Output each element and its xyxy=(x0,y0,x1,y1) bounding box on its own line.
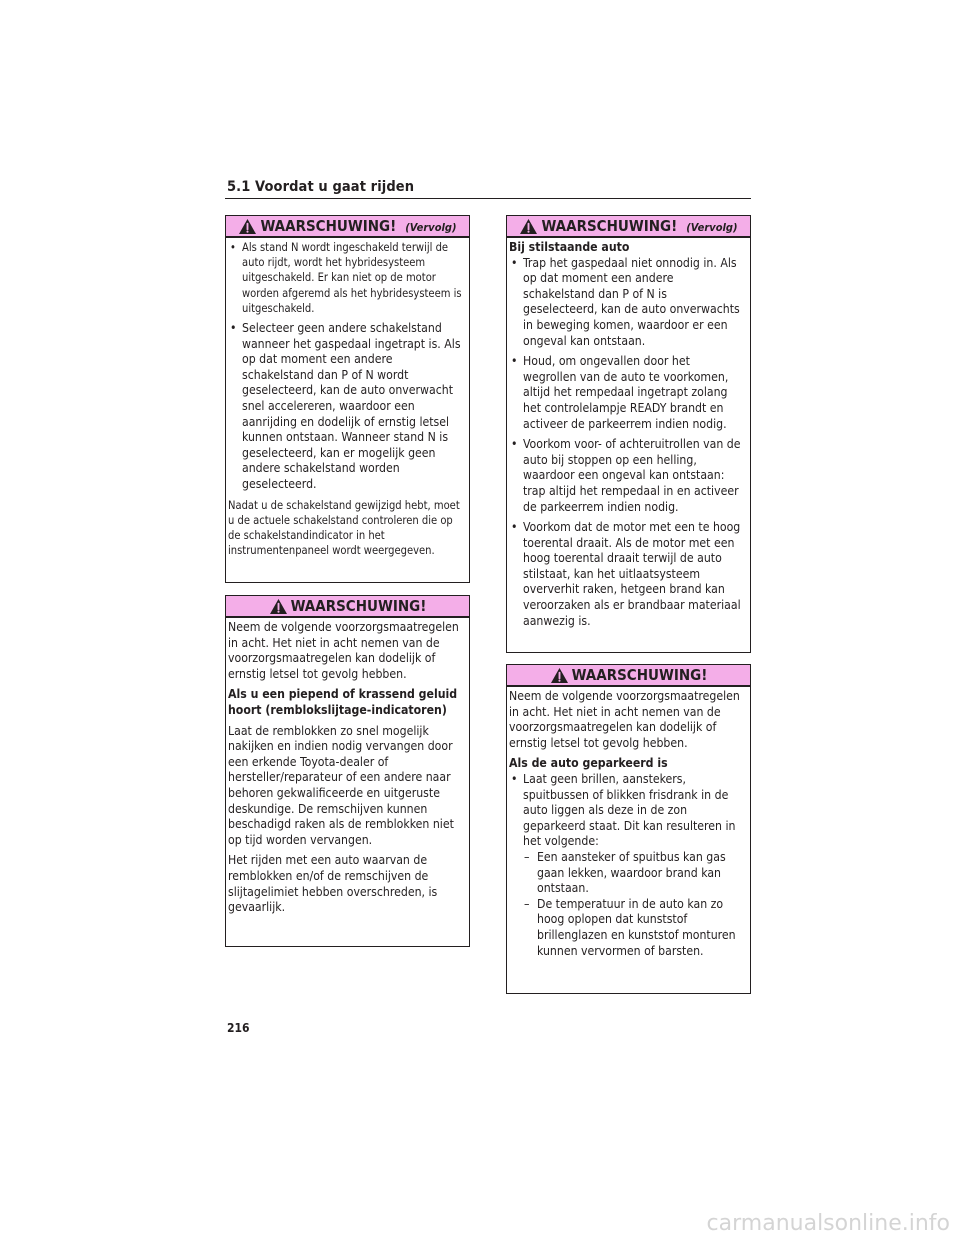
warning-title: WAARSCHUWING! xyxy=(541,217,678,235)
list-item: • Voorkom voor- of achteruitrollen van de auto bij stoppen op een helling, waardoor een ongeval kan ontstaan: trap altijd het rempedaal in en activeer de parkeerrem indien nodig. xyxy=(509,437,744,515)
list-item: • Voorkom dat de motor met een te hoog toerental draait. Als de motor met een hoog toerental draait terwijl de auto stilstaat, kan het uitlaatsysteem oververhit raken, hetgeen brand kan veroorzaken als er brandbaar materiaal aanwezig is. xyxy=(509,520,744,629)
warning-header xyxy=(507,216,750,238)
page-number: 216 xyxy=(227,1021,250,1035)
warning-header xyxy=(226,596,469,618)
watermark: carmanualsonline.info xyxy=(706,1211,950,1236)
subheading: Bij stilstaande auto xyxy=(509,240,630,254)
note-text: Nadat u de schakelstand gewijzigd hebt, moet u de actuele schakelstand controleren die op de schakelstandindicator in het instrumentenpaneel wordt weergegeven. xyxy=(228,498,460,558)
list-item: • Selecteer geen andere schakelstand wanneer het gaspedaal ingetrapt is. Als op dat moment een andere schakelstand dan P of N wordt geselecteerd, kan de auto onverwacht snel accelereren, waardoor een aanrijding en dodelijk of ernstig letsel kunnen ontstaan. Wanneer stand N is geselecteerd, kan er mogelijk geen andere schakelstand worden geselecteerd. xyxy=(228,321,463,493)
warning-header xyxy=(507,665,750,687)
list-item: • Houd, om ongevallen door het wegrollen van de auto te voorkomen, altijd het rempedaal ingetrapt zolang het controlelampje READY brandt en activeer de parkeerrem indien nodig. xyxy=(509,354,744,432)
intro-text: Neem de volgende voorzorgsmaatregelen in acht. Het niet in acht nemen van de voorzorgsmaatregelen kan dodelijk of ernstig letsel tot gevolg hebben. xyxy=(509,689,740,750)
warning-triangle-icon xyxy=(238,218,257,235)
subheading: Als u een piepend of krassend geluid hoort (remblokslijtage-indicatoren) xyxy=(228,687,458,717)
subheading: Als de auto geparkeerd is xyxy=(509,756,668,771)
warning-triangle-icon xyxy=(550,667,569,684)
warning-header xyxy=(226,216,469,238)
warning-box-2 xyxy=(225,595,470,947)
warning-title: WAARSCHUWING! xyxy=(260,217,397,235)
warning-body xyxy=(507,238,750,633)
warning-body xyxy=(507,687,750,963)
warning-body xyxy=(226,618,469,920)
intro-text: Neem de volgende voorzorgsmaatregelen in acht. Het niet in acht nemen van de voorzorgsmaatregelen kan dodelijk of ernstig letsel tot gevolg hebben. xyxy=(228,620,459,681)
warning-body xyxy=(226,238,469,562)
section-title: 5.1 Voordat u gaat rijden xyxy=(227,179,415,195)
warning-triangle-icon xyxy=(269,598,288,615)
warning-box-3 xyxy=(506,215,751,653)
warning-box-4 xyxy=(506,664,751,994)
dash-item: – Een aansteker of spuitbus kan gas gaan lekken, waardoor brand kan ontstaan. xyxy=(523,850,744,897)
warning-triangle-icon xyxy=(519,218,538,235)
list-item-text: Laat geen brillen, aanstekers, spuitbussen of blikken frisdrank in de auto liggen als deze in de zon geparkeerd staat. Dit kan resulteren in het volgende: xyxy=(523,771,736,849)
list-item xyxy=(509,772,744,959)
dash-item: – De temperatuur in de auto kan zo hoog oplopen dat kunststof brillenglazen en kunststof monturen kunnen vervormen of barsten. xyxy=(523,897,744,959)
list-item: • Als stand N wordt ingeschakeld terwijl de auto rijdt, wordt het hybridesysteem uitgeschakeld. Er kan niet op de motor worden afgeremd als het hybridesysteem is uitgeschakeld. xyxy=(228,240,463,316)
list-item: • Trap het gaspedaal niet onnodig in. Als op dat moment een andere schakelstand dan P of N is geselecteerd, kan de auto onverwachts in beweging komen, waardoor er een ongeval kan ontstaan. xyxy=(509,256,744,350)
warning-title: WAARSCHUWING! xyxy=(571,666,708,684)
section-rule xyxy=(225,198,751,199)
paragraph: Laat de remblokken zo snel mogelijk nakijken en indien nodig vervangen door een erkende Toyota-dealer of hersteller/reparateur of een andere naar behoren gekwalificeerde en uitgeruste deskundige. De remschijven kunnen beschadigd raken als de remblokken niet op tijd worden vervangen. xyxy=(228,723,454,847)
continued-label: (Vervolg) xyxy=(405,220,457,234)
continued-label: (Vervolg) xyxy=(686,220,738,234)
warning-box-1 xyxy=(225,215,470,583)
warning-title: WAARSCHUWING! xyxy=(290,597,427,615)
paragraph: Het rijden met een auto waarvan de remblokken en/of de remschijven de slijtagelimiet hebben overschreden, is gevaarlijk. xyxy=(228,853,438,915)
